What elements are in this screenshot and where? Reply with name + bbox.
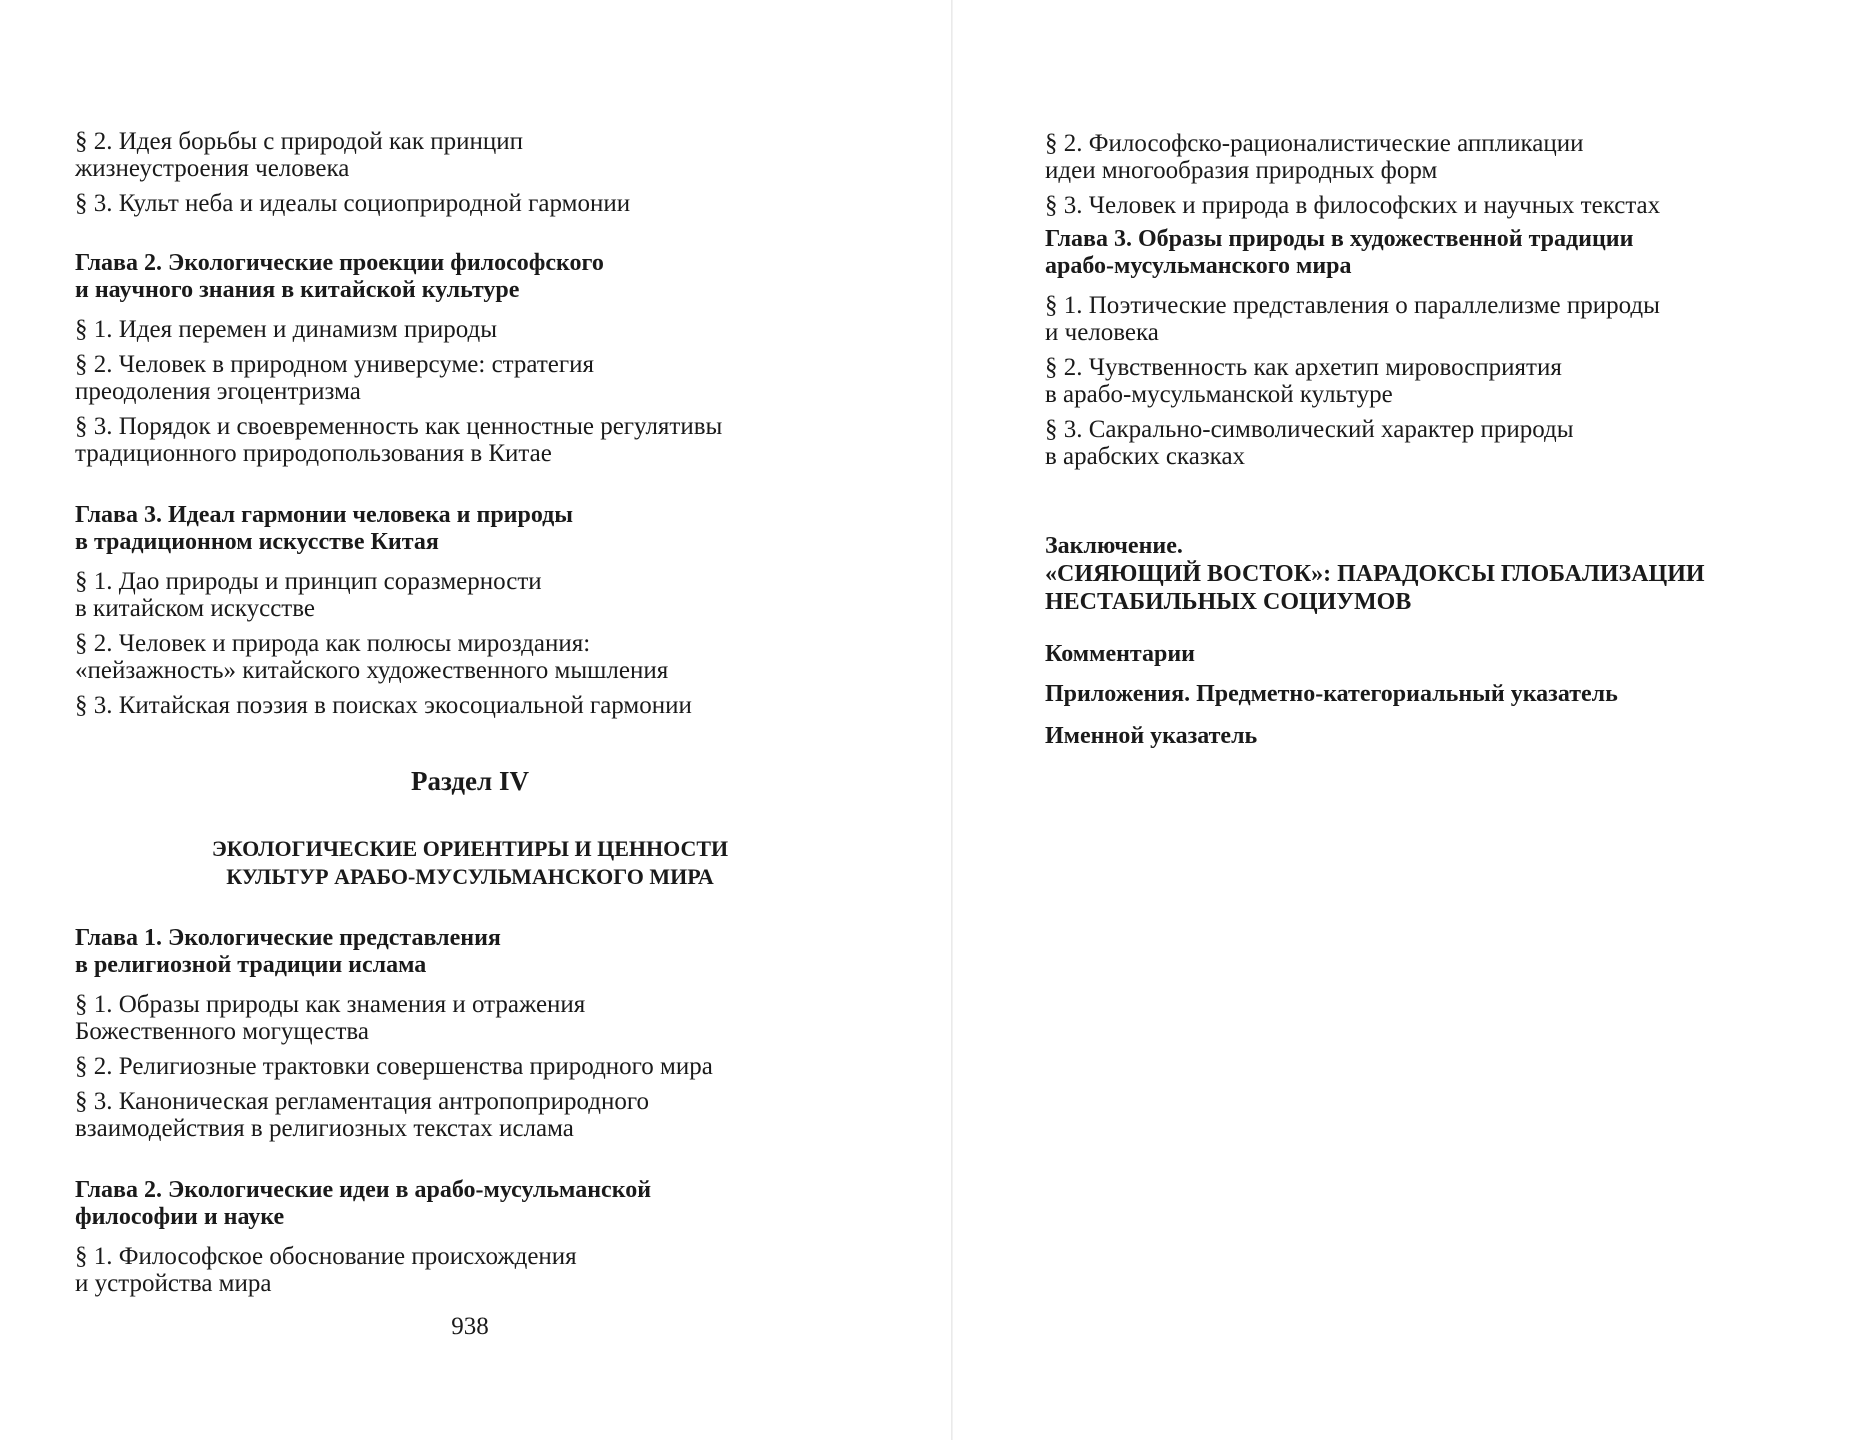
chapter-heading: Глава 1. Экологические представления в религиозной традиции ислама: [75, 925, 501, 978]
right-intro-block: [1045, 130, 1835, 227]
comments-heading: Комментарии: [1045, 641, 1196, 667]
toc-section: § 2. Религиозные трактовки совершенства природного мира: [75, 1053, 713, 1080]
left-chapter-2-block: [75, 250, 865, 475]
page-gutter: [951, 0, 953, 1440]
part-subtitle-block: [75, 835, 865, 891]
part-title: Раздел IV: [411, 766, 529, 796]
part-subtitle: ЭКОЛОГИЧЕСКИЕ ОРИЕНТИРЫ И ЦЕННОСТИ КУЛЬТУР АРАБО-МУСУЛЬМАНСКОГО МИРА: [211, 836, 729, 889]
left-chapter-3-block: [75, 502, 865, 727]
toc-section: § 3. Китайская поэзия в поисках экосоциальной гармонии: [75, 692, 692, 719]
chapter-heading: Глава 3. Идеал гармонии человека и природы в традиционном искусстве Китая: [75, 502, 574, 555]
part-chapter-2-block: [75, 1177, 865, 1305]
toc-section: § 3. Человек и природа в философских и научных текстах: [1045, 192, 1661, 219]
part-heading-block: [75, 765, 865, 797]
toc-section: § 2. Человек в природном универсуме: стратегия преодоления эгоцентризма: [75, 351, 594, 405]
toc-section: § 1. Философское обоснование происхождения и устройства мира: [75, 1243, 577, 1297]
chapter-heading: Глава 3. Образы природы в художественной традиции арабо-мусульманского мира: [1045, 226, 1634, 279]
left-intro-block: [75, 128, 865, 225]
chapter-heading: Глава 2. Экологические идеи в арабо-мусульманской философии и науке: [75, 1177, 652, 1230]
toc-section: § 1. Поэтические представления о параллелизме природы и человека: [1045, 292, 1660, 346]
appendix-block: [1045, 680, 1835, 708]
page-number: 938: [451, 1313, 489, 1340]
chapter-heading: Глава 2. Экологические проекции философского и научного знания в китайской культуре: [75, 250, 604, 303]
toc-section: § 3. Каноническая регламентация антропоприродного взаимодействия в религиозных текстах ислама: [75, 1088, 649, 1142]
toc-section: § 2. Чувственность как архетип мировосприятия в арабо-мусульманской культуре: [1045, 354, 1562, 408]
toc-section: § 3. Культ неба и идеалы социоприродной гармонии: [75, 190, 631, 217]
toc-section: § 2. Идея борьбы с природой как принцип жизнеустроения человека: [75, 128, 524, 182]
right-chapter-3-block: [1045, 226, 1835, 478]
toc-section: § 1. Дао природы и принцип соразмерности в китайском искусстве: [75, 568, 542, 622]
toc-section: § 2. Человек и природа как полюсы мироздания: «пейзажность» китайского художественного мышления: [75, 630, 669, 684]
toc-section: § 3. Сакрально-символический характер природы в арабских сказках: [1045, 416, 1574, 470]
toc-section: § 1. Образы природы как знамения и отражения Божественного могущества: [75, 991, 586, 1045]
conclusion-heading: Заключение. «СИЯЮЩИЙ ВОСТОК»: ПАРАДОКСЫ ГЛОБАЛИЗАЦИИ НЕСТАБИЛЬНЫХ СОЦИУМОВ: [1045, 533, 1705, 615]
toc-section: § 2. Философско-рационалистические аппликации идеи многообразия природных форм: [1045, 130, 1584, 184]
name-index-block: [1045, 722, 1835, 750]
toc-section: § 3. Порядок и своевременность как ценностные регулятивы традиционного природопользования в Китае: [75, 413, 723, 467]
comments-block: [1045, 640, 1835, 668]
toc-section: § 1. Идея перемен и динамизм природы: [75, 316, 498, 343]
conclusion-block: [1045, 532, 1835, 616]
part-chapter-1-block: [75, 925, 865, 1150]
appendix-heading: Приложения. Предметно-категориальный указатель: [1045, 681, 1618, 707]
name-index-heading: Именной указатель: [1045, 723, 1258, 749]
